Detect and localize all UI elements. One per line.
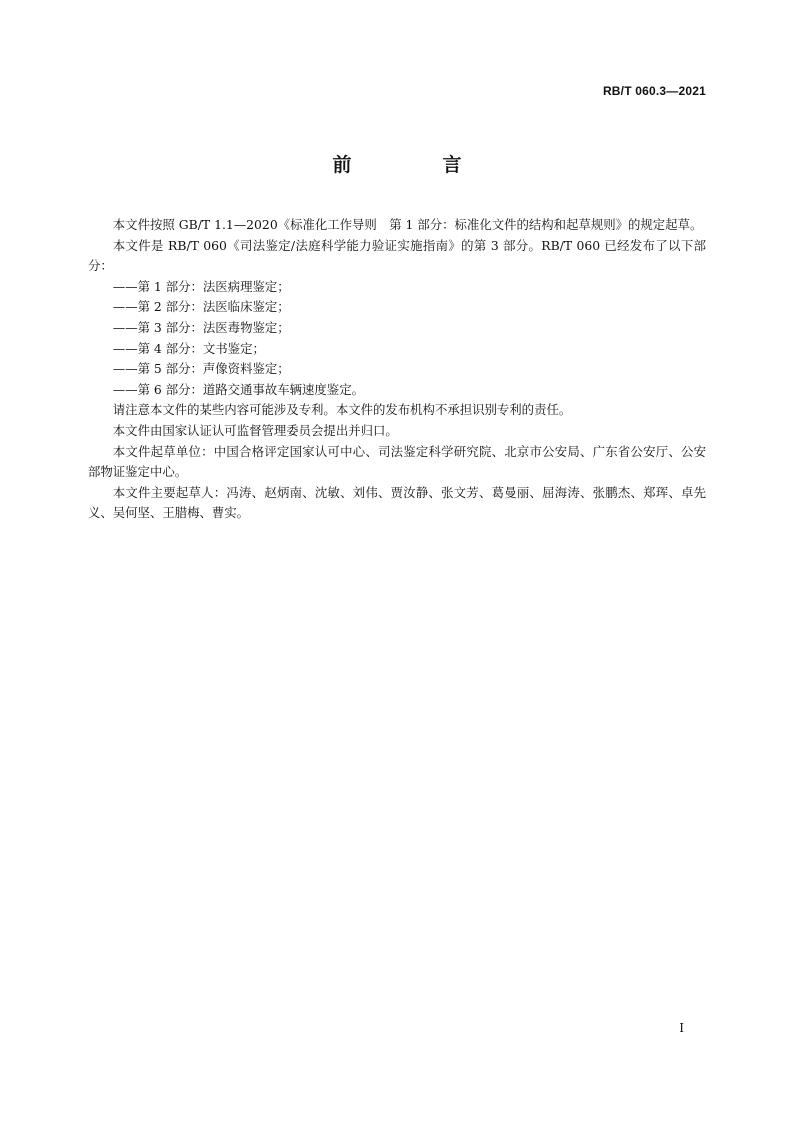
page-title: 前 言 — [332, 154, 498, 176]
paragraph-proposer: 本文件由国家认证认可监督管理委员会提出并归口。 — [112, 422, 398, 438]
list-item: ——第 3 部分：法医毒物鉴定； — [112, 319, 290, 335]
list-item: ——第 2 部分：法医临床鉴定； — [112, 299, 290, 315]
paragraph-drafters: 本文件主要起草人：冯涛、赵炳南、沈敏、刘伟、贾汝静、张文芳、葛曼丽、屈海涛、张鹏杰、郑珲、卓先义、吴何坚、王腊梅、曹实。 — [88, 484, 706, 521]
list-item: ——第 5 部分：声像资料鉴定； — [112, 361, 290, 377]
document-code: RB/T 060.3—2021 — [602, 84, 706, 98]
list-item: ——第 4 部分：文书鉴定； — [112, 340, 265, 356]
list-item: ——第 6 部分：道路交通事故车辆速度鉴定。 — [112, 381, 364, 397]
list-item: ——第 1 部分：法医病理鉴定； — [112, 278, 290, 294]
paragraph-drafting-units: 本文件起草单位：中国合格评定国家认可中心、司法鉴定科学研究院、北京市公安局、广东省公安厅、公安部物证鉴定中心。 — [88, 443, 706, 480]
foreword-body — [88, 215, 706, 524]
paragraph-drafting-rules: 本文件按照 GB/T 1.1—2020《标准化工作导则 第 1 部分：标准化文件的结构和起草规则》的规定起草。 — [112, 217, 703, 232]
page-number: I — [679, 1021, 684, 1035]
paragraph-series-info: 本文件是 RB/T 060《司法鉴定/法庭科学能力验证实施指南》的第 3 部分。RB/T 060 已经发布了以下部分： — [88, 237, 706, 274]
paragraph-patent-notice: 请注意本文件的某些内容可能涉及专利。本文件的发布机构不承担识别专利的责任。 — [112, 402, 572, 418]
